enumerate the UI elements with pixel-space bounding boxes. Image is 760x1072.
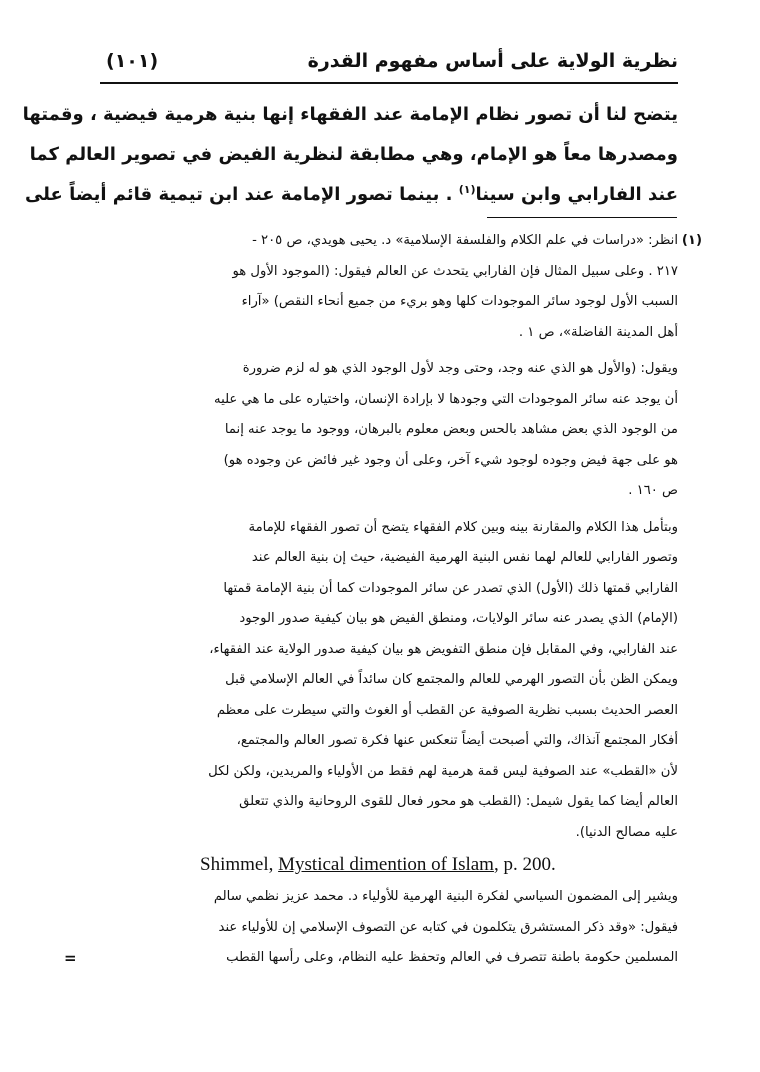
footnote-line: وتصور الفارابي للعالم لهما نفس البنية الهرمية الفيضية، حيث إن بنية العالم عند: [251, 550, 678, 565]
header-title: نظرية الولاية على أساس مفهوم القدرة: [307, 50, 678, 72]
footnote-line: من الوجود الذي بعض مشاهد بالحس وبعض معلوم بالبرهان، ووجود ما يوجد عنه إنما: [224, 422, 678, 437]
citation-author: Shimmel: [200, 854, 269, 875]
citation-separator: ,: [268, 854, 279, 875]
citation-title: Mystical dimention of Islam: [278, 854, 494, 875]
body-line: ومصدرها معاً هو الإمام، وهي مطابقة لنظرية الفيض في تصوير العالم كما: [29, 144, 678, 165]
header-divider: [100, 82, 678, 84]
main-text: [22, 95, 678, 215]
footnote-line: عند الفارابي، وفي المقابل فإن منطق التفويض هو بيان كيفية صدور الولاية عند الفقهاء،: [209, 641, 678, 657]
body-line-text: . بينما تصور الإمامة عند ابن تيمية قائم أيضاً على: [24, 184, 459, 205]
footnotes: [64, 226, 702, 974]
footnote-reference[interactable]: (١): [458, 183, 476, 196]
footnote-number: (١): [681, 233, 702, 248]
footnote-line: الفارابي قمتها ذلك (الأول) الذي تصدر عن سائر الموجودات كما أن بنية الإمامة قمتها: [223, 580, 678, 596]
latin-citation: [82, 848, 678, 882]
footnote-line: ٢١٧ . وعلى سبيل المثال فإن الفارابي يتحدث عن العالم فيقول: (الموجود الأول هو: [232, 263, 678, 279]
footnote-divider: [487, 217, 677, 218]
footnote-line: العالم أيضا كما يقول شيمل: (القطب هو محور فعال للقوى الروحانية والذي تتعلق: [239, 794, 678, 809]
footnote-line: لأن «القطب» عند الصوفية ليس قمة هرمية لهم فقط من الأولياء والمريدين، ولكن لكل: [208, 763, 678, 779]
footnote-line: هو على جهة فيض وجوده لوجود شيء آخر، وعلى أن وجود غير فائض عن وجوده هو): [223, 452, 678, 468]
footnote-line: وبتأمل هذا الكلام والمقارنة بينه وبين كلام الفقهاء يتضح أن تصور الفقهاء للإمامة: [248, 519, 678, 535]
footnote-line: انظر: «دراسات في علم الكلام والفلسفة الإسلامية» د. يحيى هويدي، ص ٢٠٥ -: [252, 233, 678, 248]
body-line-text: عند الفارابي وابن سينا: [475, 184, 678, 205]
footnote-line: ويقول: (والأول هو الذي عنه وجد، وحتى وجد لأول الوجود الذي هو له لزم ضرورة: [242, 361, 678, 376]
running-header: [100, 38, 678, 84]
footnote-line: العصر الحديث بسبب نظرية الصوفية عن القطب أو الغوث والتي سيطرت على معظم: [216, 702, 678, 718]
footnote-line: أن يوجد عنه سائر الموجودات التي وجودها لا بإرادة الإنسان، واختياره على ما هي عليه: [214, 391, 678, 407]
footnote-line: فيقول: «وقد ذكر المستشرق يتكلمون في كتابه عن التصوف الإسلامي إن للأولياء عند: [218, 919, 678, 935]
body-line: يتضح لنا أن تصور نظام الإمامة عند الفقهاء إنها بنية هرمية فيضية ، وقمتها: [22, 104, 678, 125]
citation-page: , p. 200.: [493, 854, 556, 875]
footnote-line: عليه مصالح الدنيا).: [575, 824, 678, 840]
footnote-line: ص ١٦٠ .: [628, 483, 678, 498]
footnote-line: (الإمام) الذي يصدر عنه سائر الولايات، ومنطق الفيض هو بيان كيفية صدور الوجود: [239, 611, 678, 626]
body-line: [24, 175, 678, 215]
footnote-line: ويشير إلى المضمون السياسي لفكرة البنية الهرمية للأولياء د. محمد عزيز نظمي سالم: [213, 889, 678, 904]
footnote-line: ويمكن الظن بأن التصور الهرمي للعالم والمجتمع كان سائداً في العالم الإسلامي قبل: [225, 672, 678, 687]
page-number: (١٠١): [106, 50, 159, 72]
footnote-line: أفكار المجتمع آنذاك، والتي أصبحت أيضاً تنعكس عنها فكرة تصور العالم والمجتمع،: [236, 733, 678, 748]
footnote-line: أهل المدينة الفاضلة»، ص ١ .: [518, 324, 678, 340]
footnote-line: [64, 943, 678, 974]
footnote-line-text: المسلمين حكومة باطنة تتصرف في العالم وتحفظ عليه النظام، وعلى رأسها القطب: [226, 950, 678, 965]
footnote-line: السبب الأول لوجود سائر الموجودات كلها وهو بريء من جميع أنحاء النقص) «آراء: [241, 294, 678, 309]
continuation-mark: =: [64, 949, 77, 967]
